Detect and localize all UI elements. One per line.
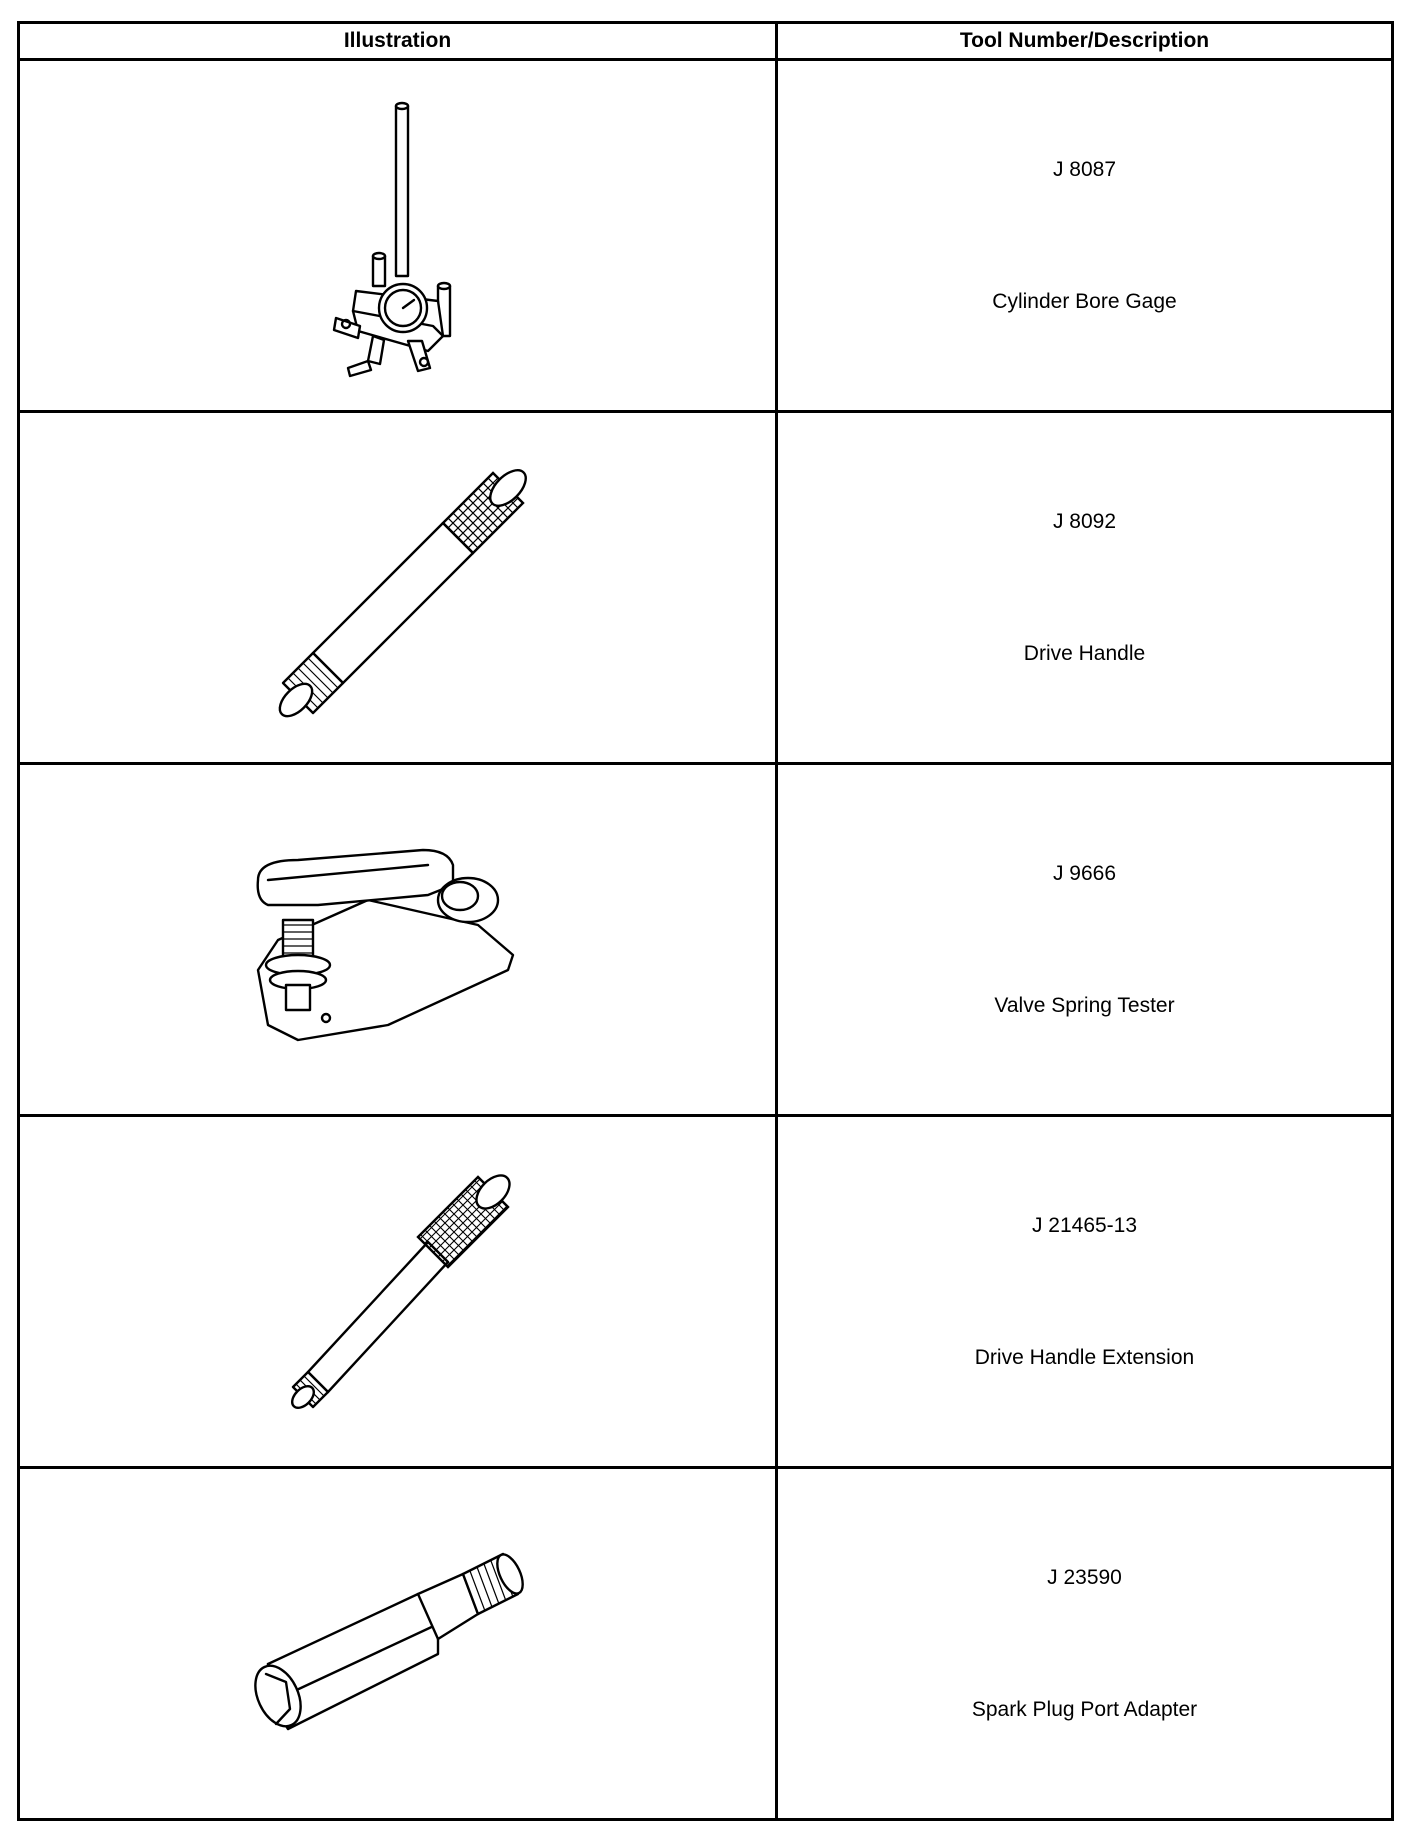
tool-description: Cylinder Bore Gage: [992, 289, 1177, 313]
tool-description: Valve Spring Tester: [994, 993, 1175, 1017]
drive-handle-icon: [238, 438, 558, 738]
illustration-cell: [19, 1116, 777, 1468]
tool-info-cell: [777, 764, 1393, 1116]
tool-info-cell: [777, 1116, 1393, 1468]
tool-description: Drive Handle Extension: [974, 1345, 1195, 1369]
tool-description: Drive Handle: [1023, 641, 1146, 665]
tool-number: J 8092: [1052, 509, 1117, 533]
tool-number: J 21465-13: [1031, 1213, 1138, 1237]
special-tools-table: [17, 21, 1394, 1821]
tool-info-cell: [777, 1468, 1393, 1820]
valve-spring-tester-icon: [238, 820, 558, 1060]
illustration-cell: [19, 412, 777, 764]
drive-handle-extension-icon: [238, 1142, 558, 1442]
tool-column-header: Tool Number/Description: [777, 23, 1393, 60]
illustration-cell: [19, 764, 777, 1116]
table-row: [19, 1116, 1393, 1468]
tool-number: J 9666: [1052, 861, 1117, 885]
cylinder-bore-gage-icon: [298, 86, 498, 386]
tool-info-cell: [777, 412, 1393, 764]
table-row: [19, 764, 1393, 1116]
table-row: [19, 412, 1393, 764]
illustration-cell: [19, 60, 777, 412]
tool-number: J 8087: [1052, 157, 1117, 181]
tool-number: J 23590: [1047, 1565, 1122, 1589]
table-row: [19, 1468, 1393, 1820]
illustration-cell: [19, 1468, 777, 1820]
tool-info-cell: [777, 60, 1393, 412]
table-row: [19, 60, 1393, 412]
table-header-row: [19, 23, 1393, 60]
spark-plug-port-adapter-icon: [238, 1514, 558, 1774]
tool-description: Spark Plug Port Adapter: [971, 1697, 1198, 1721]
illustration-column-header: Illustration: [19, 23, 777, 60]
